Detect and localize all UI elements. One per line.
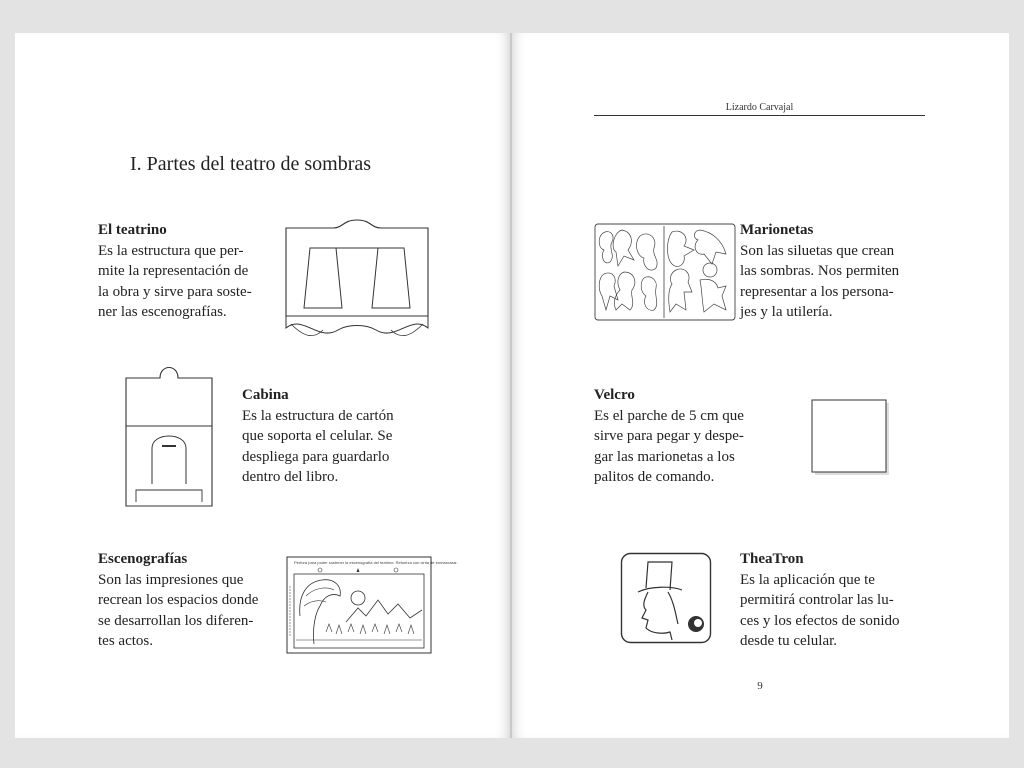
velcro-patch-illustration: [810, 398, 892, 478]
cabina-entry: [242, 385, 394, 488]
page-title: I. Partes del teatro de sombras: [130, 153, 372, 175]
escenografias-line: se desarrollan los diferen-: [98, 612, 254, 629]
cabina-line: dentro del libro.: [242, 469, 339, 485]
theatron-title: TheaTron: [740, 551, 804, 567]
header-author: Lízardo Carvajal: [725, 102, 794, 113]
theatron-line: ces y los efectos de sonido: [740, 612, 900, 629]
marionetas-line: las sombras. Nos permiten: [740, 263, 900, 279]
velcro-entry: [594, 385, 744, 488]
escenografias-line: Son las impresiones que: [98, 571, 244, 588]
marionetas-line: jes y la utilería.: [740, 304, 833, 320]
velcro-line: gar las marionetas a los: [594, 448, 735, 465]
escenografias-entry: [98, 549, 258, 652]
marionetas-entry: [740, 220, 899, 323]
teatrino-line: Es la estructura que per-: [98, 242, 244, 259]
cabina-line: despliega para guardarlo: [242, 448, 390, 465]
marionetas-line: Son las siluetas que crean: [740, 242, 895, 259]
velcro-line: sirve para pegar y despe-: [594, 428, 744, 444]
teatrino-line: mite la representación de: [98, 263, 249, 279]
marionetas-illustration: [594, 222, 736, 322]
teatrino-entry: [98, 220, 252, 323]
velcro-line: Es el parche de 5 cm que: [594, 407, 744, 424]
cabina-line: Es la estructura de cartón: [242, 407, 394, 424]
theatron-app-icon: [620, 552, 712, 644]
teatrino-line: la obra y sirve para soste-: [98, 283, 252, 300]
escenografias-line: tes actos.: [98, 633, 153, 649]
cabina-title: Cabina: [242, 387, 289, 403]
velcro-title: Velcro: [594, 387, 635, 403]
teatrino-line: ner las escenografías.: [98, 304, 227, 320]
escenografia-caption: Perfora para poder sostener la escenografía del teatrino. Refuerza con cinta de enmascarar.: [294, 560, 458, 565]
book-spine: [510, 33, 512, 738]
marionetas-line: representar a los persona-: [740, 283, 894, 300]
marionetas-title: Marionetas: [740, 222, 814, 238]
escenografias-line: recrean los espacios donde: [98, 592, 259, 608]
teatrino-title: El teatrino: [98, 222, 167, 238]
escenografias-title: Escenografías: [98, 551, 188, 567]
teatrino-illustration: [283, 218, 431, 344]
page-number: 9: [757, 680, 763, 692]
theatron-line: desde tu celular.: [740, 633, 838, 649]
theatron-line: Es la aplicación que te: [740, 571, 875, 588]
escenografia-illustration: [286, 556, 458, 654]
theatron-entry: [740, 549, 900, 652]
header-rule: [594, 115, 925, 116]
theatron-line: permitirá controlar las lu-: [740, 592, 894, 608]
velcro-line: palitos de comando.: [594, 469, 715, 485]
cabina-illustration: [122, 366, 216, 511]
cabina-line: que soporta el celular. Se: [242, 428, 393, 444]
